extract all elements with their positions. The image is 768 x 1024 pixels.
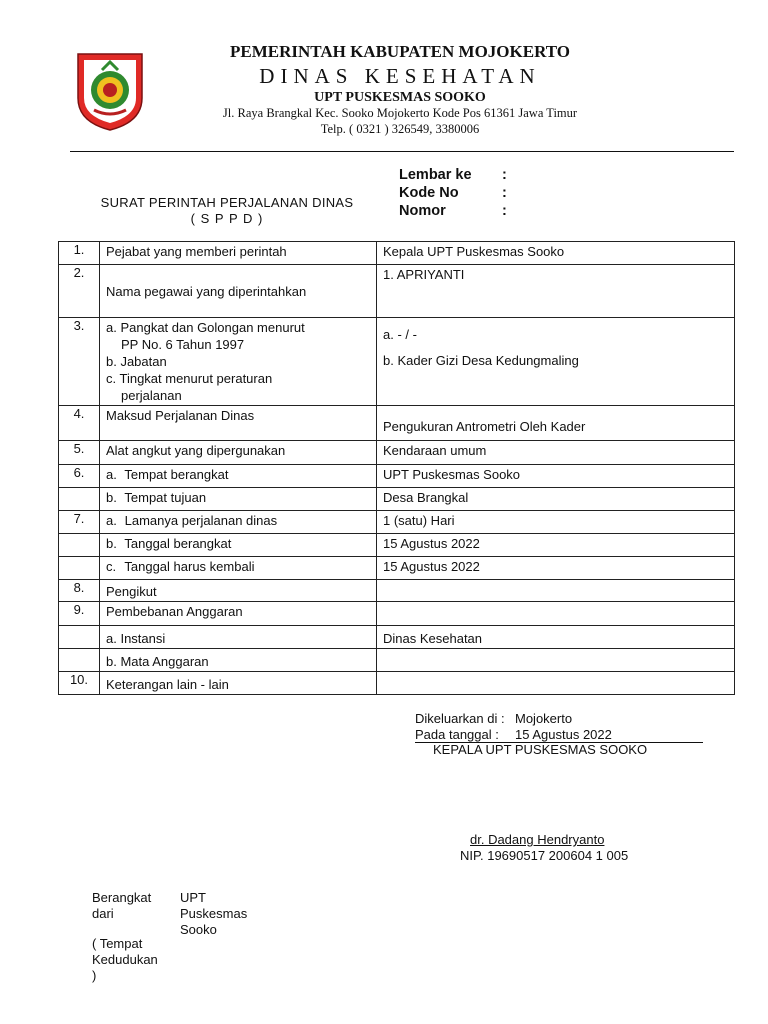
field-value-group <box>377 318 735 406</box>
issued-at-line <box>415 711 572 726</box>
rank-label-cont: PP No. 6 Tahun 1997 <box>121 337 245 352</box>
address: Jl. Raya Brangkal Kec. Sooko Mojokerto Kode Pos 61361 Jawa Timur <box>222 106 578 120</box>
row-number: 4. <box>59 406 100 441</box>
row-number: 7. <box>59 511 100 534</box>
number-colon: : <box>502 203 507 219</box>
field-label <box>100 534 377 557</box>
signatory-position: KEPALA UPT PUSKESMAS SOOKO <box>433 742 648 757</box>
table-row <box>59 626 735 649</box>
table-row <box>59 318 735 406</box>
sub-marker: b. <box>106 536 117 551</box>
signatory-nip: NIP. 19690517 200604 1 005 <box>460 848 629 863</box>
row-number: 2. <box>59 265 100 318</box>
field-label: b. Mata Anggaran <box>100 649 377 672</box>
level-label: c. Tingkat menurut peraturan <box>106 371 273 386</box>
field-value: Kepala UPT Puskesmas Sooko <box>377 242 735 265</box>
table-row <box>59 534 735 557</box>
field-label: Pejabat yang memberi perintah <box>100 242 377 265</box>
sppd-form-table <box>58 241 735 695</box>
table-row <box>59 242 735 265</box>
row-number: 1. <box>59 242 100 265</box>
field-label: Alat angkut yang dipergunakan <box>100 441 377 465</box>
table-row <box>59 406 735 441</box>
departure-from-value: UPT Puskesmas Sooko <box>180 890 248 937</box>
department-name: DINAS KESEHATAN <box>259 64 541 88</box>
duration-label: Lamanya perjalanan dinas <box>124 513 278 528</box>
unit-name: UPT PUSKESMAS SOOKO <box>314 90 486 105</box>
sheet-colon: : <box>502 167 507 183</box>
issued-date-line <box>415 727 703 743</box>
row-number <box>59 534 100 557</box>
departure-place-note: ( Tempat Kedudukan ) <box>92 936 158 983</box>
issued-at-label: Dikeluarkan di : <box>415 711 505 726</box>
row-number: 8. <box>59 580 100 602</box>
departure-label: Tempat berangkat <box>124 467 229 482</box>
header-divider <box>70 151 734 152</box>
document-subtitle: ( S P P D ) <box>190 211 264 226</box>
field-value: Pengukuran Antrometri Oleh Kader <box>377 406 735 441</box>
table-row <box>59 580 735 602</box>
row-number: 9. <box>59 602 100 626</box>
row-number <box>59 649 100 672</box>
signatory-name: dr. Dadang Hendryanto <box>470 832 605 847</box>
departure-date-label: Tanggal berangkat <box>124 536 232 551</box>
table-row <box>59 511 735 534</box>
number-label: Nomor <box>399 203 446 219</box>
field-label: Maksud Perjalanan Dinas <box>100 406 377 441</box>
sub-marker: a. <box>106 467 117 482</box>
field-label: Nama pegawai yang diperintahkan <box>100 265 377 318</box>
field-value <box>377 649 735 672</box>
rank-label: a. Pangkat dan Golongan menurut <box>106 320 305 335</box>
field-value: Dinas Kesehatan <box>377 626 735 649</box>
sub-marker: c. <box>106 559 117 574</box>
sub-marker: b. <box>106 490 117 505</box>
field-value <box>377 672 735 695</box>
rank-value: a. - / - <box>383 327 417 342</box>
phone: Telp. ( 0321 ) 326549, 3380006 <box>320 122 480 136</box>
field-label <box>100 488 377 511</box>
field-label: Pembebanan Anggaran <box>100 602 377 626</box>
issued-at-value: Mojokerto <box>515 711 573 726</box>
sub-marker: a. <box>106 513 117 528</box>
field-label <box>100 557 377 580</box>
table-row <box>59 488 735 511</box>
field-value: 15 Agustus 2022 <box>377 534 735 557</box>
destination-label: Tempat tujuan <box>124 490 207 505</box>
table-row <box>59 465 735 488</box>
sheet-label: Lembar ke <box>399 167 472 183</box>
row-number: 10. <box>59 672 100 695</box>
table-row <box>59 557 735 580</box>
field-label: Pengikut <box>100 580 377 602</box>
government-name: PEMERINTAH KABUPATEN MOJOKERTO <box>229 42 571 61</box>
document-title: SURAT PERINTAH PERJALANAN DINAS <box>100 195 354 210</box>
field-label: a. Instansi <box>100 626 377 649</box>
code-label: Kode No <box>399 185 459 201</box>
row-number <box>59 488 100 511</box>
table-row <box>59 672 735 695</box>
issued-date-label: Pada tanggal : <box>415 727 499 742</box>
field-label: Keterangan lain - lain <box>100 672 377 695</box>
field-value: 1. APRIYANTI <box>377 265 735 318</box>
row-number: 5. <box>59 441 100 465</box>
row-number <box>59 557 100 580</box>
table-row <box>59 441 735 465</box>
field-label-group <box>100 318 377 406</box>
field-value <box>377 602 735 626</box>
code-colon: : <box>502 185 507 201</box>
regency-emblem-icon <box>72 48 148 132</box>
field-label <box>100 511 377 534</box>
field-value: UPT Puskesmas Sooko <box>377 465 735 488</box>
row-number <box>59 626 100 649</box>
position-value: b. Kader Gizi Desa Kedungmaling <box>383 353 579 368</box>
position-label: b. Jabatan <box>106 354 167 369</box>
row-number: 6. <box>59 465 100 488</box>
return-date-label: Tanggal harus kembali <box>124 559 255 574</box>
table-row <box>59 265 735 318</box>
table-row <box>59 649 735 672</box>
row-number: 3. <box>59 318 100 406</box>
field-value: 15 Agustus 2022 <box>377 557 735 580</box>
field-value: Kendaraan umum <box>377 441 735 465</box>
level-label-cont: perjalanan <box>121 388 182 403</box>
field-value <box>377 580 735 602</box>
departure-from-label: Berangkat dari <box>92 890 152 921</box>
issued-date-value: 15 Agustus 2022 <box>515 727 612 742</box>
table-row <box>59 602 735 626</box>
field-value: 1 (satu) Hari <box>377 511 735 534</box>
field-value: Desa Brangkal <box>377 488 735 511</box>
field-label <box>100 465 377 488</box>
